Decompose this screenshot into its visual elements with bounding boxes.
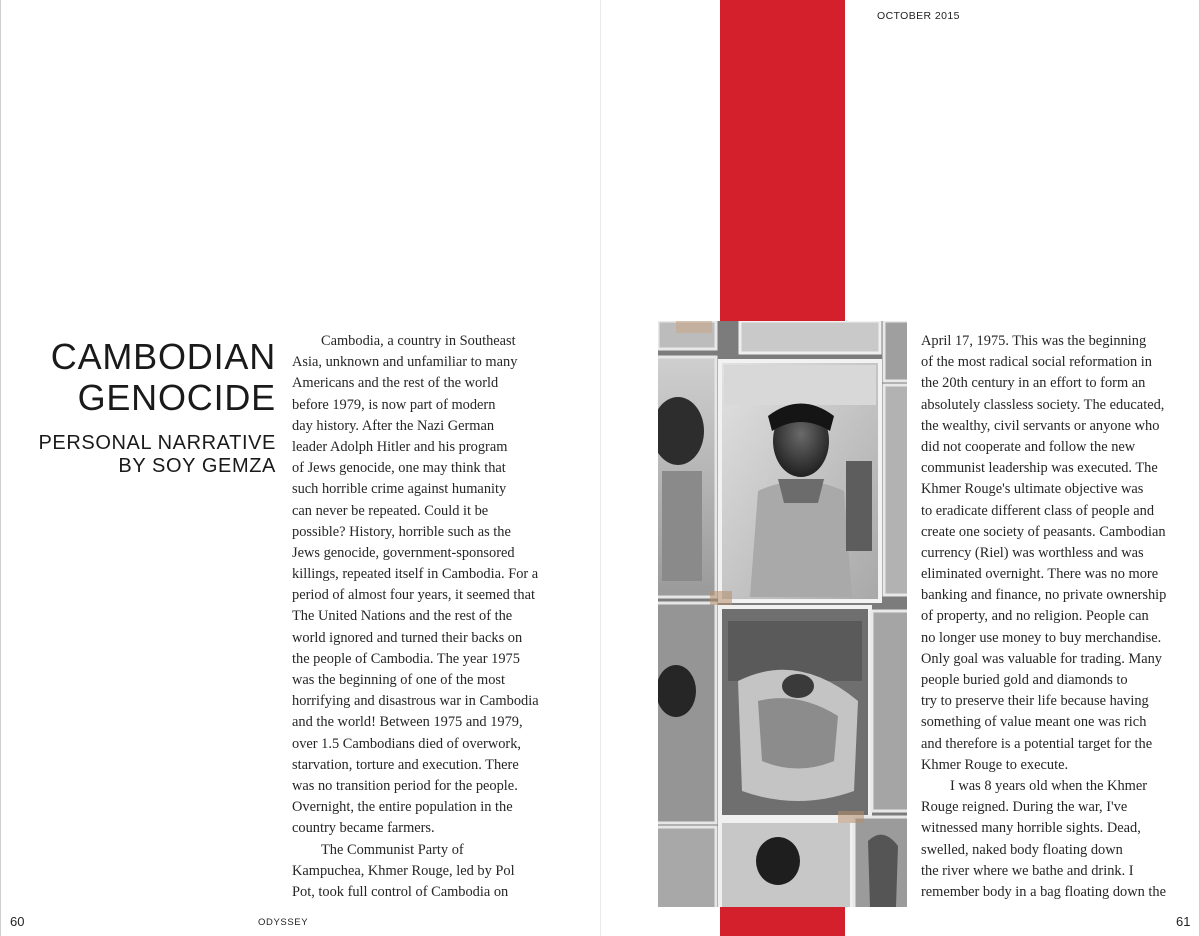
body-text-line: and the world! Between 1975 and 1979, <box>292 714 523 731</box>
body-text-line: The Communist Party of <box>321 841 464 858</box>
magazine-name: ODYSSEY <box>258 917 309 928</box>
body-text-line: I was 8 years old when the Khmer <box>950 777 1148 794</box>
subtitle-line: BY SOY GEMZA <box>118 455 276 477</box>
body-text-line: something of value meant one was rich <box>921 714 1147 731</box>
body-text-line: people buried gold and diamonds to <box>921 672 1128 688</box>
page-number-right: 61 <box>1176 914 1191 929</box>
body-text-line: Rouge reigned. During the war, I've <box>921 799 1128 816</box>
body-text-line: horrifying and disastrous war in Cambodia <box>292 693 539 710</box>
body-text-line: the people of Cambodia. The year 1975 <box>292 650 520 667</box>
body-text-line: Pot, took full control of Cambodia on <box>292 883 509 900</box>
body-text-line: communist leadership was executed. The <box>921 460 1158 477</box>
body-text-line: banking and finance, no private ownership <box>921 587 1167 604</box>
article-body-left-column <box>292 331 552 903</box>
body-text-line: swelled, naked body floating down <box>921 841 1123 858</box>
title-line: GENOCIDE <box>77 377 276 418</box>
body-text-line: the river where we bathe and drink. I <box>921 862 1134 879</box>
body-text-line: of Jews genocide, one may think that <box>292 460 506 477</box>
body-text-line: world ignored and turned their backs on <box>292 629 523 646</box>
issue-date: OCTOBER 2015 <box>877 10 960 22</box>
body-text-line: Cambodia, a country in Southeast <box>321 333 516 349</box>
body-text-line: was the beginning of one of the most <box>292 672 506 688</box>
body-text-line: did not cooperate and follow the new <box>921 438 1136 455</box>
body-text-line: Khmer Rouge's ultimate objective was <box>921 481 1144 498</box>
body-text-line: day history. After the Nazi German <box>292 417 495 434</box>
left-page-edge <box>0 0 1 936</box>
page-number-left: 60 <box>10 914 25 929</box>
body-text-line: Khmer Rouge to execute. <box>921 756 1069 773</box>
body-text-line: the 20th century in an effort to form an <box>921 375 1146 392</box>
body-text-line: no longer use money to buy merchandise. <box>921 629 1162 646</box>
body-text-line: The United Nations and the rest of the <box>292 608 513 625</box>
title-line: CAMBODIAN <box>50 336 276 377</box>
body-text-line: was no transition period for the people. <box>292 777 518 794</box>
article-title <box>51 336 276 418</box>
photo-collage-image <box>658 321 907 907</box>
body-text-line: over 1.5 Cambodians died of overwork, <box>292 735 521 752</box>
body-text-line: before 1979, is now part of modern <box>292 396 496 413</box>
body-text-line: of the most radical social reformation in <box>921 354 1152 371</box>
body-text-line: such horrible crime against humanity <box>292 481 507 498</box>
body-text-line: Asia, unknown and unfamiliar to many <box>292 354 518 371</box>
body-text-line: Only goal was valuable for trading. Many <box>921 650 1162 667</box>
body-text-line: possible? History, horrible such as the <box>292 523 511 540</box>
body-text-line: Overnight, the entire population in the <box>292 799 513 816</box>
body-text-line: period of almost four years, it seemed that <box>292 587 535 604</box>
archival-photo-collage <box>658 321 907 907</box>
body-text-line: remember body in a bag floating down the <box>921 883 1166 900</box>
body-text-line: country became farmers. <box>292 820 435 837</box>
body-text-line: Kampuchea, Khmer Rouge, led by Pol <box>292 862 515 879</box>
body-text-line: and therefore is a potential target for the <box>921 735 1153 752</box>
subtitle-line: PERSONAL NARRATIVE <box>38 432 276 454</box>
article-subtitle <box>38 432 276 478</box>
body-text-line: witnessed many horrible sights. Dead, <box>921 820 1141 837</box>
body-text-line: try to preserve their life because having <box>921 693 1149 710</box>
body-text-line: the wealthy, civil servants or anyone who <box>921 417 1160 434</box>
page-gutter <box>600 0 601 936</box>
body-text-line: starvation, torture and execution. There <box>292 756 519 773</box>
body-text-line: of property, and no religion. People can <box>921 608 1149 625</box>
article-body-right-column <box>921 331 1181 903</box>
body-text-line: can never be repeated. Could it be <box>292 502 489 519</box>
body-text-line: currency (Riel) was worthless and was <box>921 544 1144 561</box>
body-text-line: killings, repeated itself in Cambodia. For a <box>292 566 539 583</box>
body-text-line: April 17, 1975. This was the beginning <box>921 333 1147 349</box>
body-text-line: Americans and the rest of the world <box>292 375 499 392</box>
body-text-line: Jews genocide, government-sponsored <box>292 544 515 561</box>
body-text-line: create one society of peasants. Cambodian <box>921 523 1166 540</box>
body-text-line: eliminated overnight. There was no more <box>921 566 1159 583</box>
body-text-line: absolutely classless society. The educated, <box>921 396 1165 413</box>
body-text-line: leader Adolph Hitler and his program <box>292 438 508 455</box>
body-text-line: to eradicate different class of people and <box>921 502 1155 519</box>
